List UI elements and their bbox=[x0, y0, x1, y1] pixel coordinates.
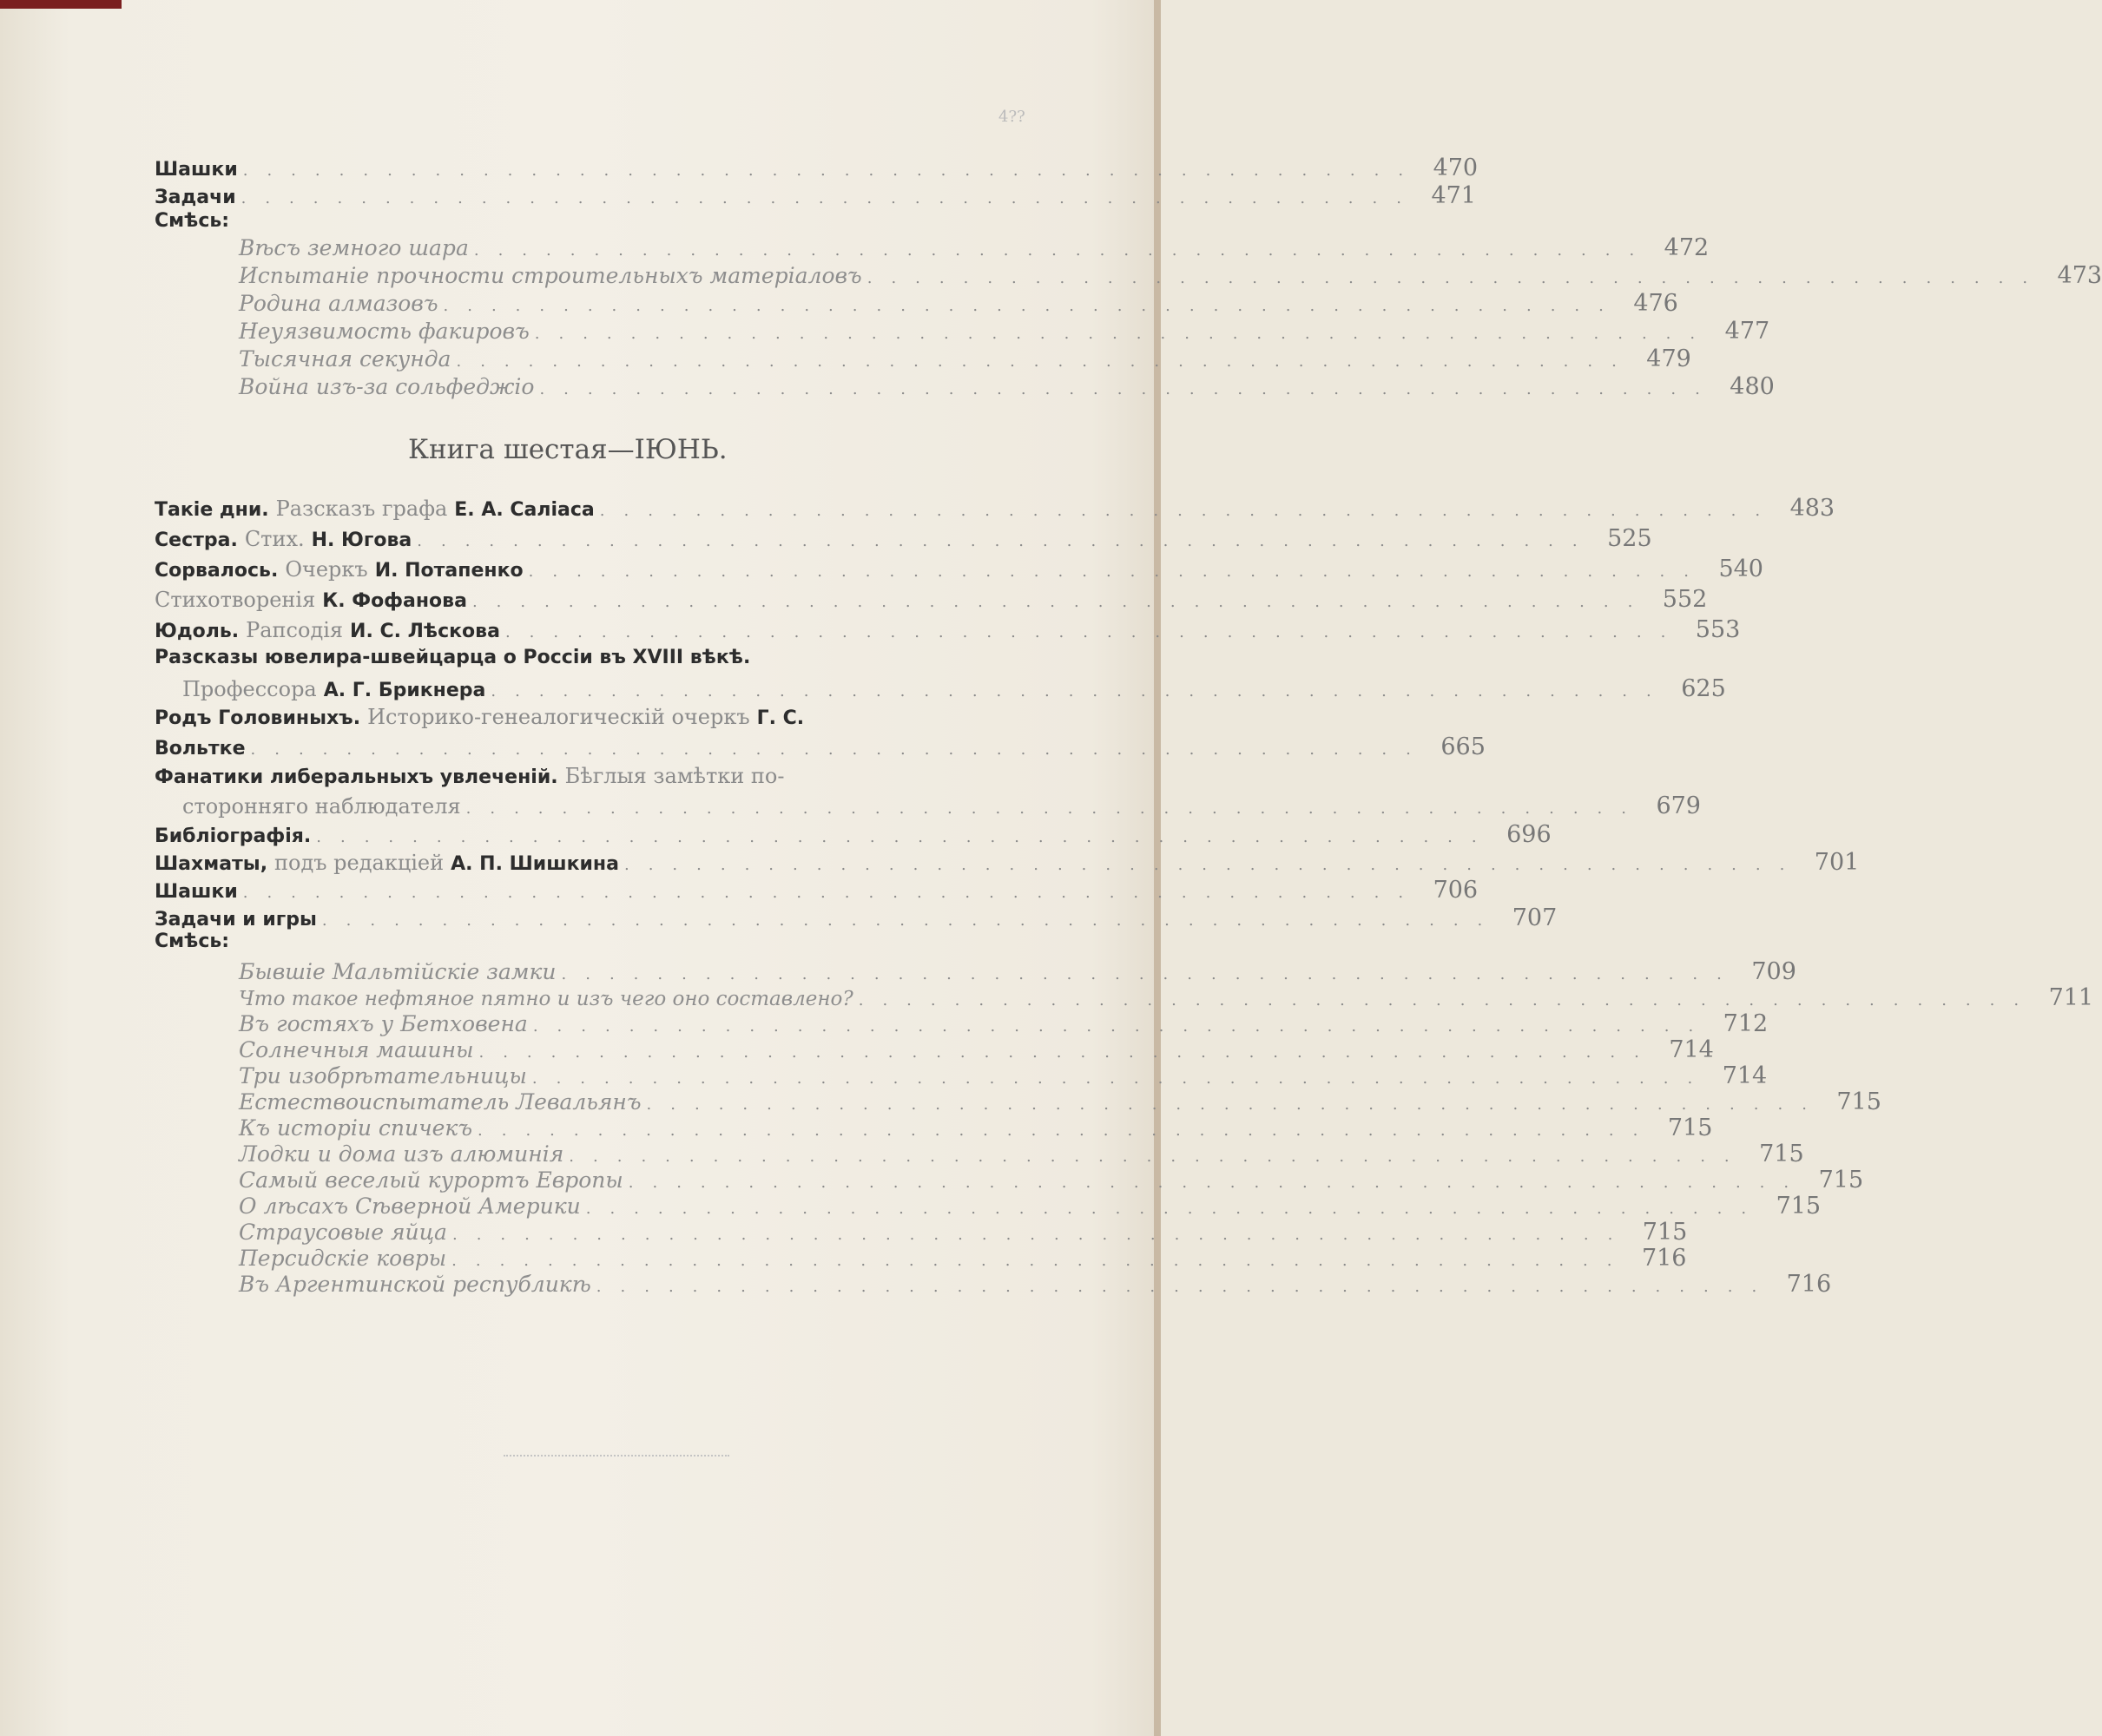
dot-leader: ................................................. bbox=[456, 352, 1636, 371]
entry-page: 553 bbox=[1695, 616, 1741, 643]
dot-leader: ................................................. bbox=[471, 593, 1652, 611]
entry-title: Фанатики либеральныхъ увлеченій. bbox=[155, 766, 558, 788]
entry-desc: сторонняго наблюдателя bbox=[182, 794, 461, 819]
misc-entry bbox=[239, 1088, 1881, 1115]
entry-title: Шашки bbox=[155, 881, 238, 903]
dot-leader: ................................................. bbox=[623, 856, 1804, 874]
entry-title: Въ Аргентинской республикѣ bbox=[239, 1272, 591, 1297]
entry-title: Разсказы ювелира-швейцарца о Россіи въ XVIII вѣкѣ. bbox=[155, 647, 751, 668]
entry-title: Юдоль. bbox=[155, 621, 240, 642]
misc-entry bbox=[239, 373, 1775, 400]
entry-page: 714 bbox=[1722, 1062, 1768, 1089]
entry-title: Въ гостяхъ у Бетховена bbox=[239, 1011, 528, 1036]
misc-entry bbox=[239, 1167, 1864, 1194]
entry-page: 472 bbox=[1664, 234, 1710, 261]
top-page-number: 4?? bbox=[998, 108, 1025, 126]
dot-leader: ................................................. bbox=[532, 1017, 1713, 1036]
misc-entry bbox=[239, 1219, 1688, 1246]
entry-title: Къ исторіи спичекъ bbox=[239, 1115, 473, 1141]
entry-page: 525 bbox=[1607, 525, 1652, 552]
dotted-separator bbox=[504, 1455, 729, 1457]
entry-title: Библіографія. bbox=[155, 825, 312, 847]
toc-entry bbox=[155, 849, 1860, 876]
dot-leader: ................................................. bbox=[417, 532, 1597, 550]
entry-author: Н. Югова bbox=[311, 529, 412, 551]
dot-leader: ................................................. bbox=[866, 269, 2047, 287]
entry-title: Лодки и дома изъ алюминія bbox=[239, 1141, 564, 1167]
dot-leader: ................................................. bbox=[473, 241, 1654, 260]
entry-title: О лѣсахъ Сѣверной Америки bbox=[239, 1194, 581, 1219]
entry-title: Испытаніе прочности строительныхъ матеріаловъ bbox=[239, 263, 862, 288]
entry-title: Смѣсь: bbox=[155, 930, 230, 952]
misc-entry bbox=[239, 984, 2094, 1011]
misc-entry bbox=[239, 1193, 1822, 1220]
misc-entry bbox=[239, 1115, 1713, 1141]
section-heading: Книга шестая—ІЮНЬ. bbox=[408, 434, 728, 465]
entry-author: И. С. Лѣскова bbox=[350, 621, 500, 642]
entry-page: 715 bbox=[1776, 1193, 1822, 1220]
dot-leader: ................................................. bbox=[539, 380, 1719, 398]
entry-page: 701 bbox=[1814, 849, 1860, 876]
entry-page: 477 bbox=[1724, 318, 1770, 345]
toc-entry bbox=[155, 155, 1479, 181]
entry-page: 696 bbox=[1506, 821, 1552, 848]
entry-title: Сорвалось. bbox=[155, 560, 279, 582]
entry-author: Г. С. bbox=[756, 707, 805, 729]
dot-leader: ................................................. bbox=[858, 991, 2039, 1009]
dot-leader: ................................................. bbox=[465, 799, 1645, 818]
toc-entry bbox=[155, 495, 1835, 522]
entry-page: 715 bbox=[1818, 1167, 1864, 1194]
entry-title: Самый веселый курортъ Европы bbox=[239, 1167, 623, 1193]
entry-page: 480 bbox=[1730, 373, 1775, 400]
toc-entry bbox=[155, 877, 1479, 904]
entry-page: 715 bbox=[1642, 1219, 1688, 1246]
entry-title: Задачи bbox=[155, 187, 236, 208]
entry-author: А. П. Шишкина bbox=[451, 853, 619, 875]
entry-page: 471 bbox=[1431, 182, 1476, 209]
entry-author: И. Потапенко bbox=[374, 560, 524, 582]
entry-title: Естествоиспытатель Левальянъ bbox=[239, 1089, 642, 1115]
entry-desc: подъ редакціей bbox=[274, 851, 445, 875]
misc-entry bbox=[239, 1245, 1687, 1272]
dot-leader: ................................................. bbox=[478, 1121, 1657, 1140]
entry-page: 711 bbox=[2048, 984, 2094, 1011]
dot-leader: ................................................. bbox=[646, 1095, 1826, 1114]
dot-leader: ................................................. bbox=[321, 911, 1502, 930]
dot-leader: ................................................. bbox=[478, 1043, 1658, 1062]
entry-page: 709 bbox=[1751, 958, 1796, 985]
entry-page: 716 bbox=[1786, 1271, 1832, 1298]
toc-entry bbox=[155, 705, 1031, 729]
entry-desc: Разсказъ графа bbox=[275, 496, 448, 521]
entry-desc: Рапсодія bbox=[246, 618, 344, 642]
entry-author: Вольтке bbox=[155, 738, 246, 760]
toc-entry bbox=[155, 182, 1476, 209]
dot-leader: ................................................. bbox=[599, 502, 1780, 520]
toc-entry bbox=[155, 210, 1031, 232]
dot-leader: ................................................. bbox=[316, 828, 1496, 846]
dot-leader: ................................................. bbox=[491, 682, 1670, 700]
toc-entry bbox=[155, 586, 1708, 613]
dot-leader: ................................................. bbox=[528, 562, 1708, 581]
entry-page: 552 bbox=[1662, 586, 1708, 613]
entry-page: 479 bbox=[1646, 345, 1691, 372]
entry-title: Вѣсъ земного шара bbox=[239, 235, 469, 260]
misc-entry bbox=[239, 958, 1796, 985]
entry-title: Шахматы, bbox=[155, 853, 268, 875]
entry-desc: Бѣглыя замѣтки по- bbox=[564, 764, 785, 788]
dot-leader: ................................................. bbox=[451, 1252, 1631, 1270]
toc-entry bbox=[155, 764, 1031, 788]
entry-page: 706 bbox=[1433, 877, 1479, 904]
entry-author: А. Г. Брикнера bbox=[323, 680, 486, 701]
misc-entry bbox=[239, 345, 1691, 372]
dot-leader: ................................................. bbox=[242, 884, 1423, 902]
entry-author: К. Фофанова bbox=[322, 590, 467, 612]
entry-page: 707 bbox=[1512, 904, 1558, 931]
misc-entry bbox=[239, 1141, 1804, 1167]
entry-title: Родина алмазовъ bbox=[239, 291, 438, 316]
entry-title: Такіе дни. bbox=[155, 499, 269, 521]
entry-title: Три изобрѣтательницы bbox=[239, 1063, 527, 1088]
entry-title: Задачи и игры bbox=[155, 909, 317, 930]
toc-entry bbox=[155, 647, 1031, 668]
dot-leader: ................................................. bbox=[628, 1174, 1809, 1192]
misc-entry bbox=[239, 1062, 1768, 1089]
dot-leader: ................................................. bbox=[534, 325, 1715, 343]
entry-title: Шашки bbox=[155, 159, 238, 181]
entry-title: Персидскіе ковры bbox=[239, 1246, 447, 1271]
entry-page: 714 bbox=[1669, 1036, 1714, 1063]
entry-desc: Историко-генеалогическій очеркъ bbox=[367, 705, 750, 729]
toc-entry bbox=[155, 904, 1558, 931]
toc-entry bbox=[155, 930, 1031, 952]
entry-page: 540 bbox=[1718, 556, 1763, 582]
misc-entry bbox=[239, 262, 2102, 289]
toc-entry-continuation bbox=[155, 733, 1486, 760]
dot-leader: ................................................. bbox=[242, 161, 1423, 180]
entry-page: 470 bbox=[1433, 155, 1479, 181]
entry-title: Родъ Головиныхъ. bbox=[155, 707, 361, 729]
entry-desc: Стихотворенія bbox=[155, 588, 316, 612]
toc-entry bbox=[155, 525, 1652, 552]
entry-page: 473 bbox=[2057, 262, 2102, 289]
dot-leader: ................................................. bbox=[585, 1200, 1766, 1218]
misc-entry bbox=[239, 1271, 1832, 1298]
entry-page: 679 bbox=[1656, 792, 1701, 819]
entry-title: Солнечныя машины bbox=[239, 1037, 474, 1062]
entry-title: Что такое нефтяное пятно и изъ чего оно составлено? bbox=[239, 988, 853, 1010]
dot-leader: ................................................. bbox=[451, 1226, 1632, 1244]
entry-author: Е. А. Саліаса bbox=[454, 499, 595, 521]
toc-entry-continuation bbox=[182, 675, 1726, 702]
entry-desc: Стих. bbox=[244, 527, 305, 551]
entry-page: 625 bbox=[1681, 675, 1726, 702]
entry-page: 715 bbox=[1759, 1141, 1804, 1167]
dot-leader: ................................................. bbox=[569, 1147, 1749, 1166]
entry-title: Смѣсь: bbox=[155, 210, 230, 232]
dot-leader: ................................................. bbox=[443, 297, 1623, 315]
entry-page: 476 bbox=[1633, 290, 1678, 317]
entry-desc: Профессора bbox=[182, 677, 317, 701]
entry-page: 716 bbox=[1641, 1245, 1687, 1272]
dot-leader: ................................................. bbox=[531, 1069, 1712, 1088]
toc-entry bbox=[155, 821, 1552, 848]
dot-leader: ................................................. bbox=[596, 1278, 1776, 1296]
entry-title: Бывшіе Мальтійскіе замки bbox=[239, 959, 557, 984]
misc-entry bbox=[239, 290, 1678, 317]
misc-entry bbox=[239, 234, 1710, 261]
toc-entry bbox=[155, 616, 1741, 643]
dot-leader: ................................................. bbox=[504, 623, 1685, 641]
entry-desc: Очеркъ bbox=[285, 557, 368, 582]
entry-title: Неуязвимость факировъ bbox=[239, 319, 530, 344]
toc-entry bbox=[155, 556, 1763, 582]
entry-page: 715 bbox=[1667, 1115, 1713, 1141]
misc-entry bbox=[239, 1010, 1769, 1037]
entry-title: Страусовые яйца bbox=[239, 1220, 447, 1245]
entry-page: 712 bbox=[1723, 1010, 1769, 1037]
entry-page: 665 bbox=[1440, 733, 1486, 760]
toc-entry-continuation bbox=[182, 792, 1701, 819]
entry-title: Война изъ-за сольфеджіо bbox=[239, 374, 535, 399]
entry-page: 715 bbox=[1836, 1088, 1881, 1115]
entry-title: Тысячная секунда bbox=[239, 346, 451, 372]
dot-leader: ................................................. bbox=[241, 189, 1420, 207]
entry-title: Сестра. bbox=[155, 529, 238, 551]
dot-leader: ................................................. bbox=[561, 965, 1741, 983]
entry-page: 483 bbox=[1789, 495, 1835, 522]
dot-leader: ................................................. bbox=[250, 740, 1430, 759]
misc-entry bbox=[239, 1036, 1714, 1063]
misc-entry bbox=[239, 318, 1770, 345]
